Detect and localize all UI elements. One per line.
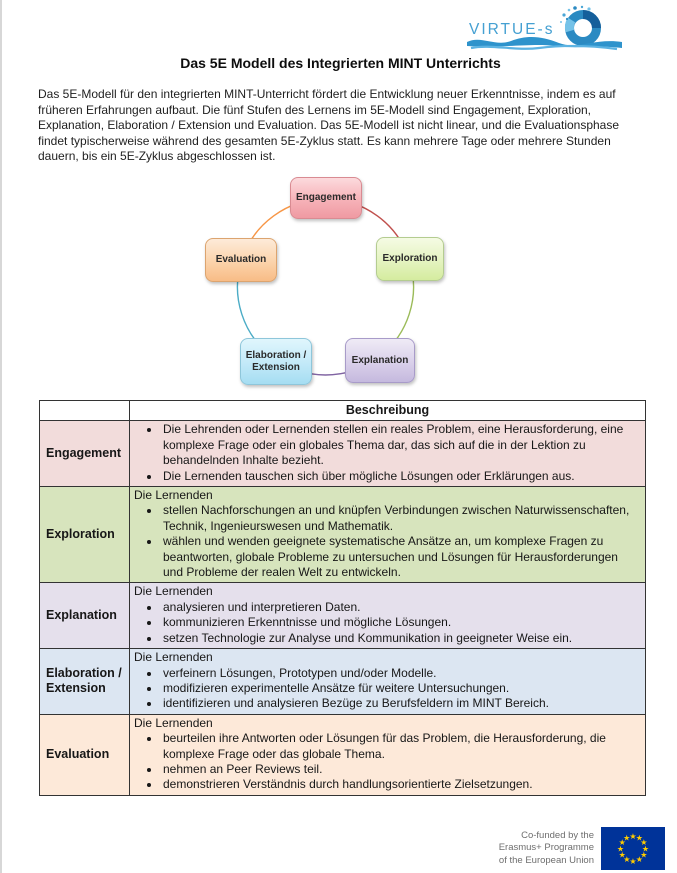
bullet-list [134, 731, 641, 793]
five-e-cycle-diagram [182, 172, 482, 398]
description-cell [130, 487, 646, 583]
diagram-node-label: Engagement [295, 192, 356, 204]
bullet-list [134, 503, 641, 580]
diagram-node-exploration [376, 237, 444, 281]
bullet-item: • analysieren und interpretieren Daten. [161, 600, 641, 615]
svg-text:★: ★ [629, 856, 637, 866]
phase-label-explanation: Explanation [40, 583, 130, 649]
virtue-s-logo [467, 5, 622, 53]
page-title: Das 5E Modell des Integrierten MINT Unterrichts [180, 55, 501, 71]
diagram-node-engagement [290, 177, 362, 219]
funding-line: Erasmus+ Programme [498, 842, 594, 854]
phase-label-elaboration-extension: Elaboration / Extension [40, 649, 130, 715]
table-row-exploration [40, 487, 646, 583]
svg-text:★: ★ [635, 855, 643, 865]
row-intro-text: Die Lernenden [134, 488, 213, 503]
bullet-list [134, 422, 641, 484]
funding-text [499, 830, 594, 868]
bullet-item: • kommunizieren Erkenntnisse und mögliche Lösungen. [161, 615, 641, 630]
logo-text: VIRTUE-s [469, 21, 555, 38]
column-header-beschreibung: Beschreibung [130, 401, 646, 421]
bullet-item: • nehmen an Peer Reviews teil. [161, 762, 641, 777]
bullet-list [134, 666, 641, 712]
svg-text:★: ★ [618, 850, 626, 860]
row-intro-text: Die Lernenden [134, 650, 213, 665]
diagram-node-label: Elaboration / Extension [245, 350, 307, 373]
description-cell [130, 714, 646, 795]
bullet-item: • modifizieren experimentelle Ansätze für weitere Untersuchungen. [161, 681, 641, 696]
table-row-explanation [40, 583, 646, 649]
eu-flag-icon [601, 827, 665, 870]
phase-label-evaluation: Evaluation [40, 714, 130, 795]
phase-label-engagement: Engagement [40, 421, 130, 487]
header-empty-cell [40, 401, 130, 421]
bullet-item: • Die Lehrenden oder Lernenden stellen ein reales Problem, eine Herausforderung, eine komplexe Frage oder ein globales Thema dar, das sich auf die in der Lektion zu behandelnden Inhalte bezieht. [161, 422, 641, 468]
bullet-item: • setzen Technologie zur Analyse und Kommunikation in geeigneter Weise ein. [161, 631, 641, 646]
bullet-item: • Die Lernenden tauschen sich über mögliche Lösungen oder Erklärungen aus. [161, 469, 641, 484]
description-cell [130, 649, 646, 715]
description-table [39, 400, 646, 796]
svg-text:★: ★ [623, 833, 631, 843]
bullet-item: • stellen Nachforschungen an und knüpfen Verbindungen zwischen Naturwissenschaften, Technik, Ingenieurswesen und Mathematik. [161, 503, 641, 534]
table-header-row [40, 401, 646, 421]
description-cell [130, 583, 646, 649]
logo-splash-icon [560, 6, 597, 42]
funding-line: of the European Union [498, 854, 594, 866]
svg-text:★: ★ [618, 838, 626, 848]
phase-label-exploration: Exploration [40, 487, 130, 583]
bullet-item: • verfeinern Lösungen, Prototypen und/oder Modelle. [161, 666, 641, 681]
table-row-engagement [40, 421, 646, 487]
row-intro-text: Die Lernenden [134, 584, 213, 599]
diagram-node-evaluation [205, 238, 277, 282]
bullet-item: • wählen und wenden geeignete systematische Ansätze an, um komplexe Fragen zu beantworten, globale Probleme zu untersuchen und Lösungen für Herausforderungen und Probleme der realen Welt zu entwickeln. [161, 534, 641, 580]
svg-text:★: ★ [616, 844, 625, 854]
svg-text:★: ★ [635, 833, 643, 843]
svg-text:★: ★ [629, 831, 637, 841]
funding-footer [499, 827, 665, 870]
funding-line: Co-funded by the [521, 829, 594, 841]
description-cell [130, 421, 646, 487]
diagram-node-label: Evaluation [215, 254, 267, 266]
virtue-s-logo-graphic [467, 5, 622, 53]
bullet-item: • identifizieren und analysieren Bezüge zu Berufsfeldern im MINT Bereich. [161, 696, 641, 711]
svg-text:★: ★ [640, 838, 648, 848]
svg-text:★: ★ [640, 850, 648, 860]
svg-text:★: ★ [641, 844, 650, 854]
diagram-node-elaboration-extension [240, 338, 312, 385]
svg-text:★: ★ [623, 855, 631, 865]
bullet-list [134, 600, 641, 646]
diagram-node-explanation [345, 338, 415, 383]
intro-paragraph: Das 5E-Modell für den integrierten MINT-Unterricht fördert die Entwicklung neuer Erkenntnisse, indem es auf früheren Erfahrungen aufbaut. Die fünf Stufen des Lernens im 5E-Modell sind Engagement, Exploration, Explanation, Elaboration / Extension und Evaluation. Das 5E-Modell ist nicht linear, und die Evaluationsphase findet typischerweise während des gesamten 5E-Zyklus statt. Es kann mehrere Tage oder mehrere Stunden dauern, bis ein 5E-Zyklus abgeschlossen ist. [38, 87, 620, 164]
table-row-elaboration-extension [40, 649, 646, 715]
row-intro-text: Die Lernenden [134, 715, 213, 730]
bullet-item: • demonstrieren Verständnis durch handlungsorientierte Zielsetzungen. [161, 777, 641, 792]
diagram-node-label: Exploration [382, 253, 438, 265]
table-row-evaluation [40, 714, 646, 795]
logo-wave-icon [467, 37, 622, 49]
diagram-node-label: Explanation [351, 354, 409, 366]
bullet-item: • beurteilen ihre Antworten oder Lösungen für das Problem, die Herausforderung, die komplexe Frage oder das globale Thema. [161, 731, 641, 762]
